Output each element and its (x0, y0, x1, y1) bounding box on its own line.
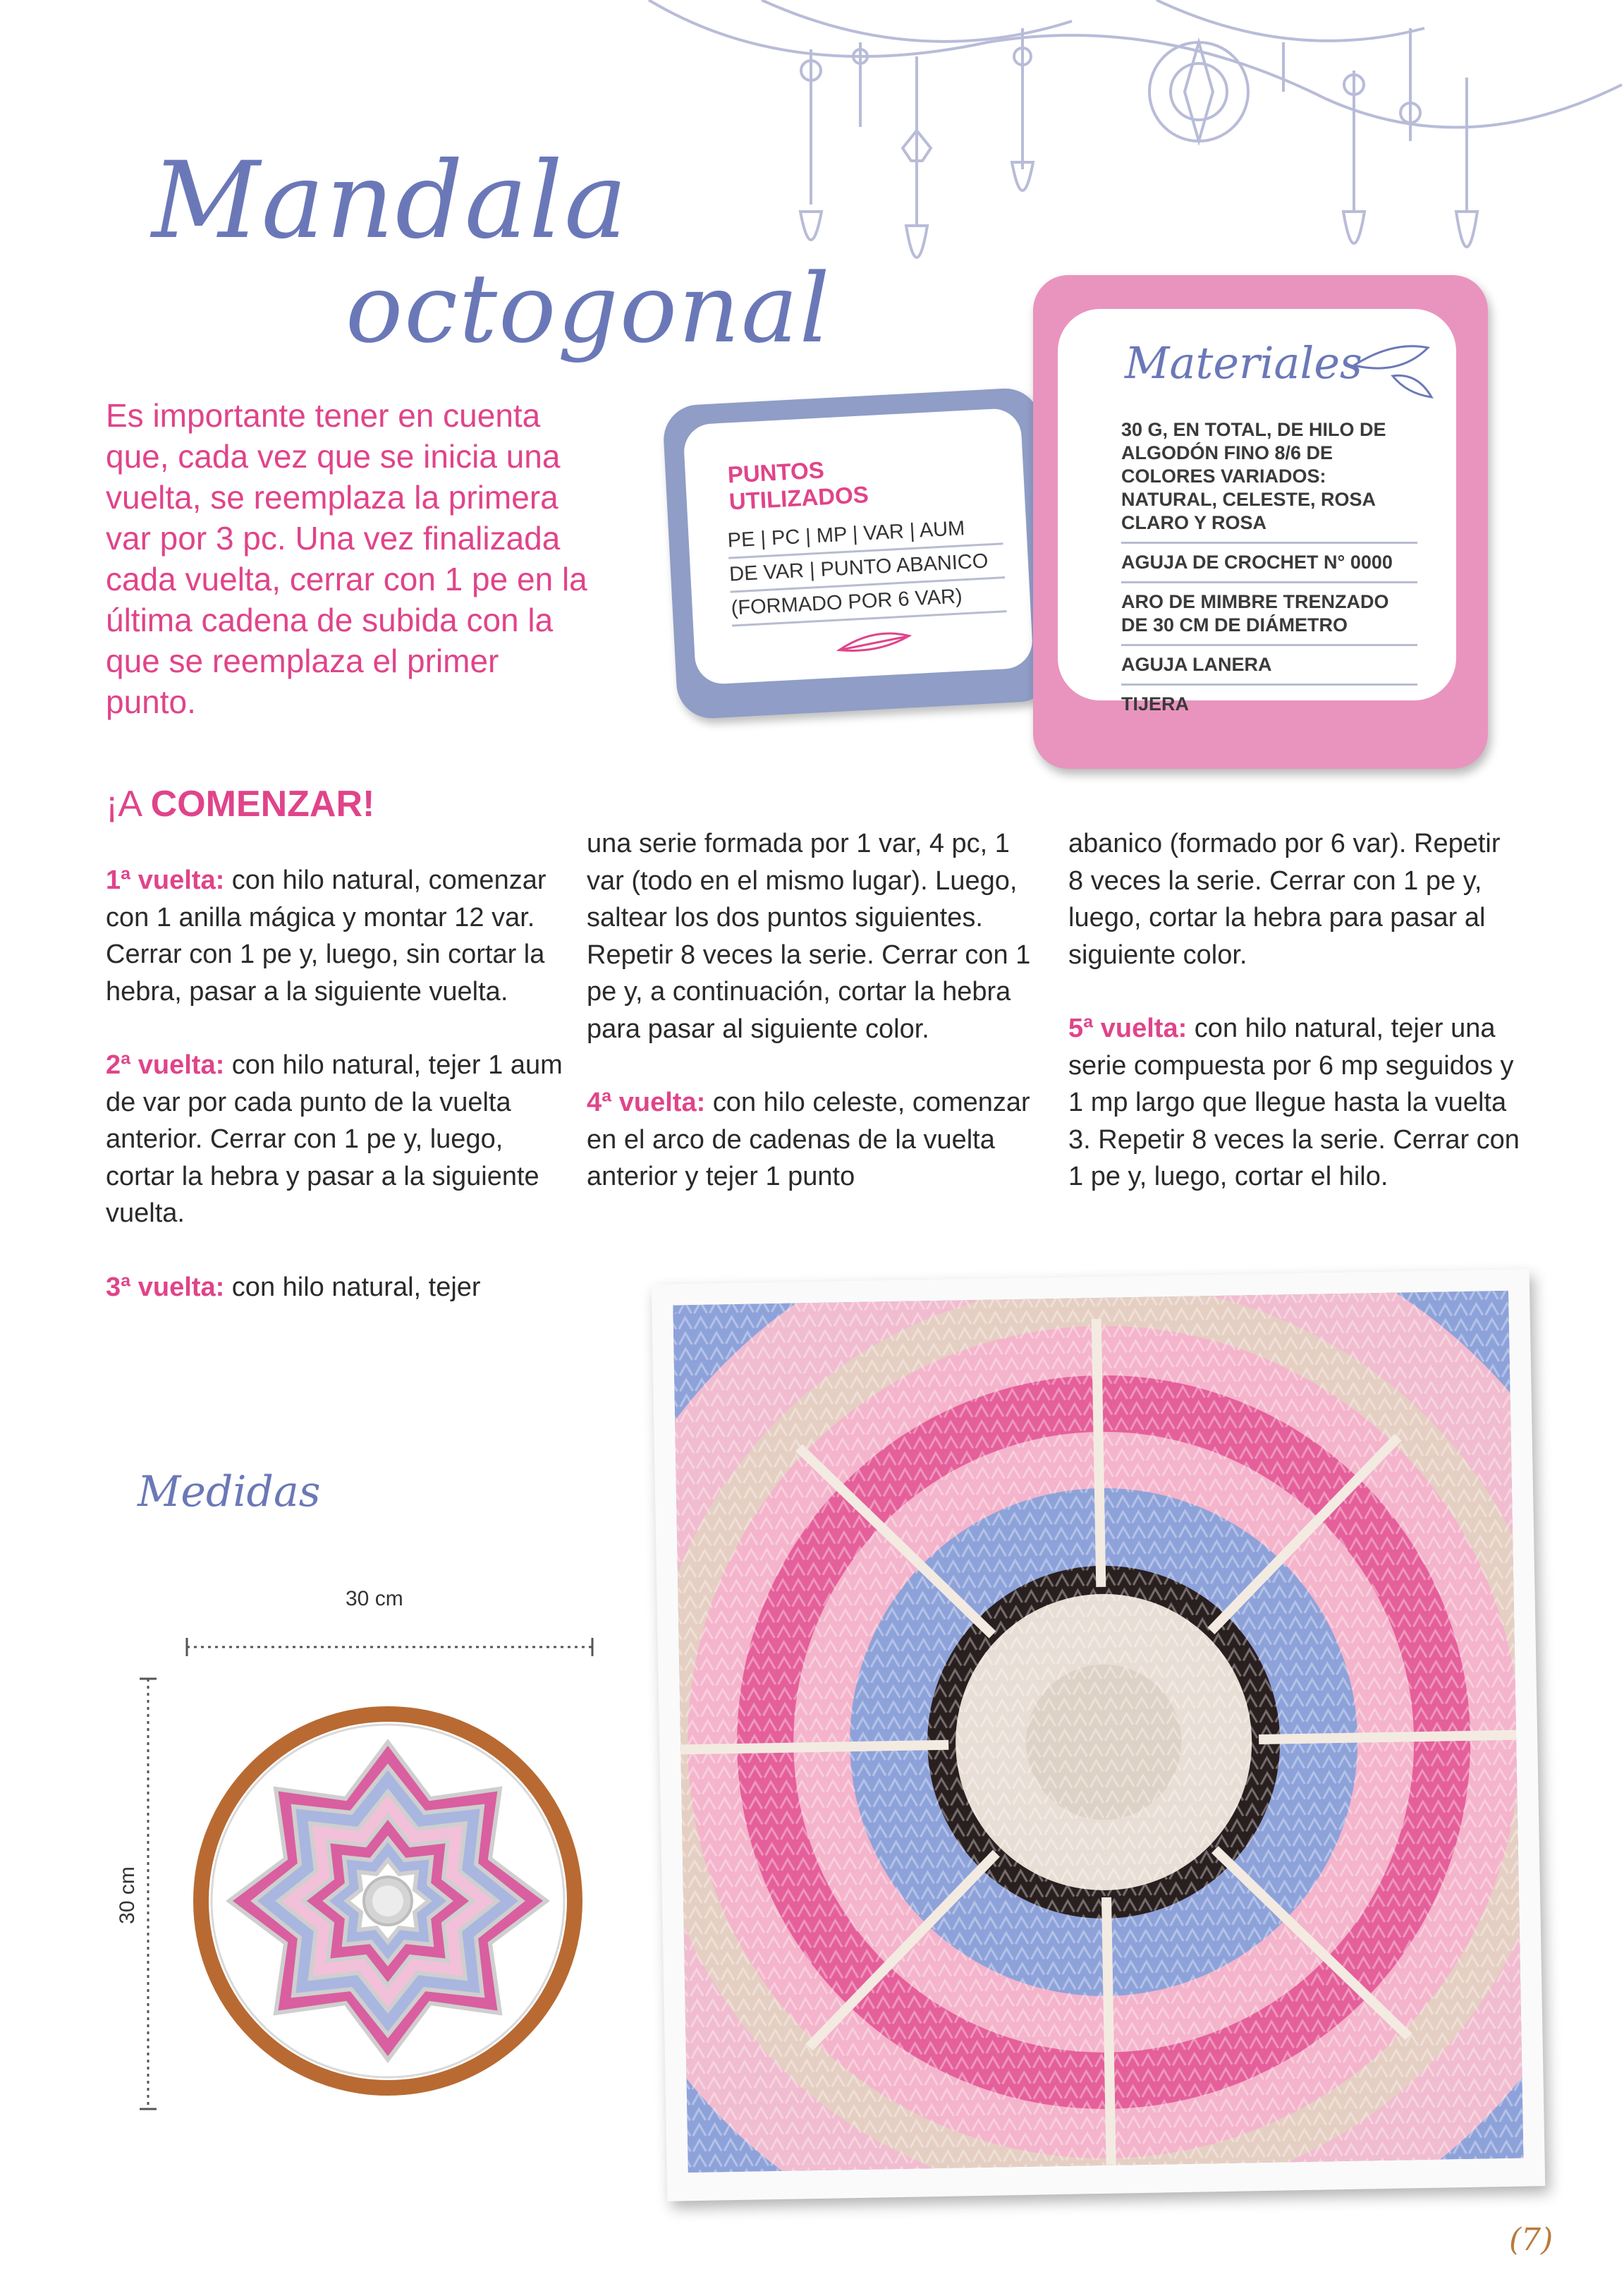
puntos-card (662, 387, 1056, 719)
round-5: 5ª vuelta: con hilo natural, tejer una serie compuesta por 6 mp seguidos y 1 mp largo que llegue hasta la vuelta 3. Repetir 8 veces la serie. Cerrar con 1 pe y, luego, cortar el hilo. (1068, 1014, 1520, 1191)
instructions-column-1 (106, 862, 564, 1342)
puntos-list (727, 511, 1007, 626)
medidas-title: Medidas (138, 1467, 321, 1517)
materiales-item: ARO DE MIMBRE TRENZADO DE 30 CM DE DIÁMETRO (1121, 583, 1417, 646)
materiales-item: TIJERA (1121, 693, 1190, 715)
puntos-line: DE VAR | PUNTO ABANICO (728, 545, 1005, 592)
section-heading: ¡A COMENZAR! (106, 784, 375, 825)
materiales-card (1033, 275, 1488, 769)
materiales-card-inner (1058, 309, 1456, 715)
materiales-item: 30 G, EN TOTAL, DE HILO DE ALGODÓN FINO 8/6 DE COLORES VARIADOS: NATURAL, CELESTE, ROSA CLARO Y ROSA (1121, 411, 1417, 544)
materiales-list (1121, 411, 1417, 723)
instructions-column-2 (587, 825, 1038, 1232)
mandala-diagram (134, 1629, 613, 2116)
puntos-line: PE | PC | MP | VAR | AUM (727, 511, 1003, 559)
page-title-line2: octogonal (346, 253, 831, 364)
puntos-card-inner (683, 408, 1034, 686)
photo-frame (652, 1269, 1545, 2201)
dreamcatcher-garland (621, 0, 1624, 296)
puntos-line: (FORMADO POR 6 VAR) (731, 578, 1007, 626)
page-title-line1: Mandala (152, 140, 629, 262)
intro-text: Es importante tener en cuenta que, cada vez que se inicia una vuelta, se reemplaza la primera var por 3 pc. Una vez finalizada cada vuelta, cerrar con 1 pe en la última cadena de subida con la que se reemplaza el primer punto. (106, 397, 587, 720)
round-1: 1ª vuelta: con hilo natural, comenzar con 1 anilla mágica y montar 12 var. Cerrar con 1 pe y, luego, sin cortar la hebra, pasar a la siguiente vuelta. (106, 865, 547, 1007)
feather-icon (835, 625, 914, 657)
materiales-title: Materiales (1125, 337, 1362, 389)
puntos-title: PUNTOS UTILIZADOS (726, 456, 869, 515)
page-number: (7) (1509, 2222, 1553, 2258)
round-4: 4ª vuelta: con hilo celeste, comenzar en el arco de cadenas de la vuelta anterior y tejer 1 punto (587, 1088, 1030, 1191)
height-label: 30 cm (115, 1866, 139, 1924)
materiales-item: AGUJA DE CROCHET N° 0000 (1121, 544, 1417, 583)
crochet-photo (673, 1291, 1523, 2172)
round-3-cont: una serie formada por 1 var, 4 pc, 1 var (todo en el mismo lugar). Luego, saltear los dos puntos siguientes. Repetir 8 veces la serie. Cerrar con 1 pe y, a continuación, cortar la hebra para pasar al siguiente color. (587, 829, 1031, 1044)
round-4-cont: abanico (formado por 6 var). Repetir 8 veces la serie. Cerrar con 1 pe y, luego, cortar la hebra para pasar al siguiente color. (1068, 829, 1501, 970)
round-2: 2ª vuelta: con hilo natural, tejer 1 aum de var por cada punto de la vuelta anterior. Cerrar con 1 pe y, luego, cortar la hebra y pasar a la siguiente vuelta. (106, 1050, 563, 1228)
feather-icon (1350, 337, 1435, 401)
instructions-column-3 (1068, 825, 1520, 1232)
width-label: 30 cm (346, 1587, 403, 1610)
materiales-item: AGUJA LANERA (1121, 646, 1417, 686)
round-3: 3ª vuelta: con hilo natural, tejer (106, 1272, 481, 1302)
